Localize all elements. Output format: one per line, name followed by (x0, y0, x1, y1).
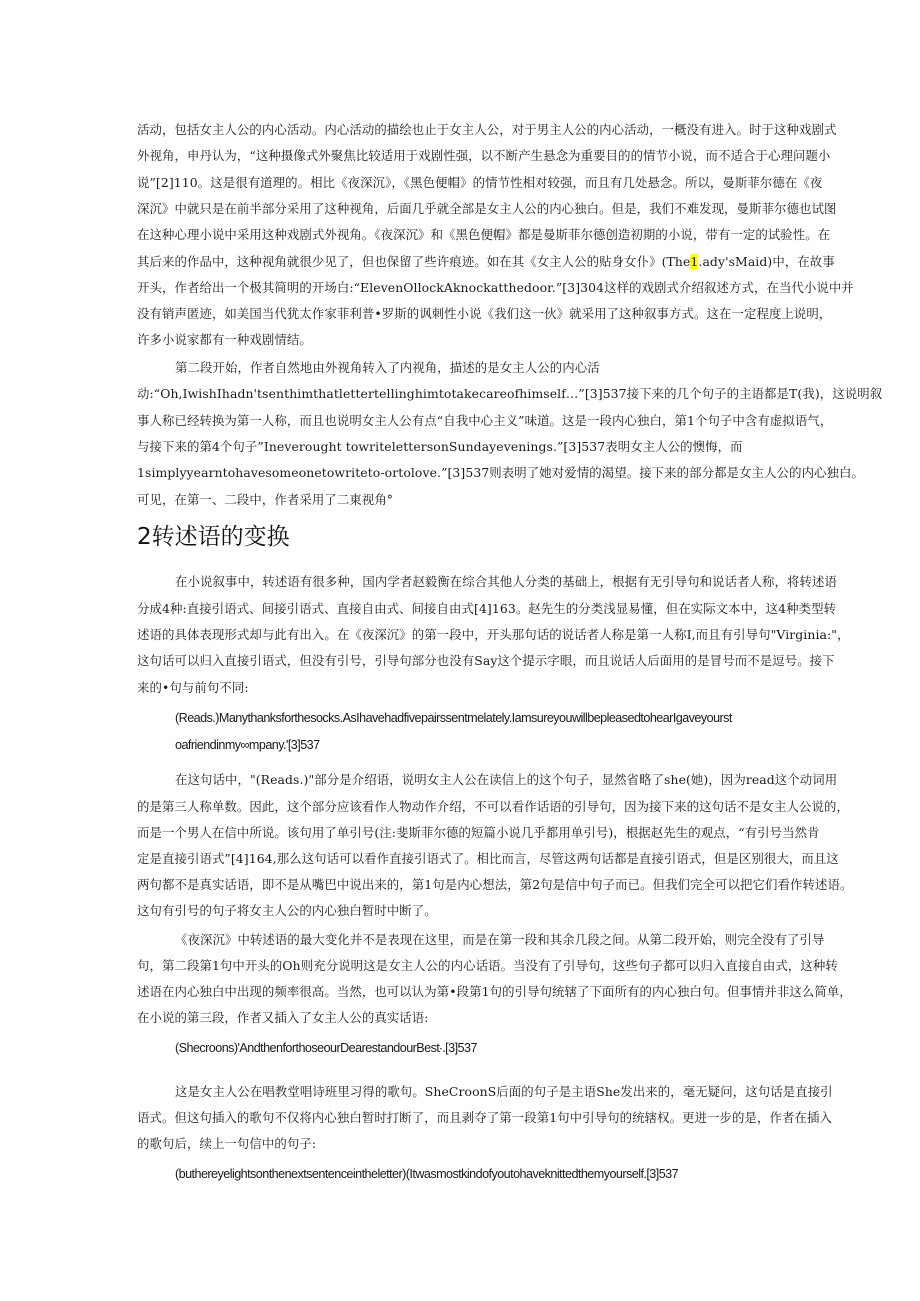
paragraph-3-line-4: 这句话可以归入直接引语式，但没有引号，引导句部分也没有Say这个提示字眼，而且说话人后面用的是冒号而不是逗号。接下 (137, 653, 835, 668)
paragraph-6-line-2: 语式。但这句插入的歌句不仅将内心独白暂时打断了，而且剥夺了第一段第1句中引导句的统辖权。更进一步的是，作者在插入 (137, 1110, 832, 1125)
paragraph-1-line-6-head: 其后来的作品中，这种视角就很少见了，但也保留了些许痕迹。如在其《女主人公的贴身女仆》(The (137, 254, 691, 269)
paragraph-3-line-2: 分成4种:直接引语式、间接引语式、直接自由式、间接自由式[4]163。赵先生的分类浅显易懂，但在实际文本中，这4种类型转 (137, 601, 837, 616)
paragraph-1-line-5: 在这种心理小说中采用这种戏剧式外视角。《夜深沉》和《黑色便帽》都是曼斯菲尔德创造初期的小说，带有一定的试验性。在 (137, 227, 831, 242)
paragraph-5-line-2: 句，第二段第1句中开头的Oh则充分说明这是女主人公的内心话语。当没有了引导句，这些句子都可以归入直接自由式，这种转 (137, 958, 838, 973)
paragraph-6-line-3: 的歌句后，续上一句信中的句子: (137, 1136, 317, 1151)
paragraph-3-line-1: 在小说叙事中，转述语有很多种，国内学者赵毅衡在综合其他人分类的基础上，根据有无引导句和说话者人称，将转述语 (175, 574, 838, 589)
paragraph-1-line-6-tail: .ady'sMaid)中，在故事 (698, 254, 835, 269)
quote-3: (buthereyelightsonthenextsentenceintheletter)(Itwasmostkindofyoutohaveknittedthemyourself.[3]537 (175, 1167, 679, 1181)
paragraph-5-line-1: 《夜深沉》中转述语的最大变化并不是表现在这里，而是在第一段和其余几段之间。从第二段开始，则完全没有了引导 (175, 932, 825, 947)
paragraph-4-line-6: 这句有引号的句子将女主人公的内心独白暂时中断了。 (137, 903, 437, 918)
paragraph-1-line-8: 没有销声匿迹，如美国当代犹太作家菲利普•罗斯的讽刺性小说《我们这一伙》就采用了这种叙事方式。这在一定程度上说明， (137, 306, 832, 321)
quote-1-line-1: (Reads.)Manythanksforthesocks.AsIhavehadfivepairssentmelately.IamsureyouwillbepleasedtohearIgaveyourst (175, 711, 732, 725)
paragraph-4-line-5: 两句都不是真实话语，即不是从嘴巴中说出来的，第1句是内心想法，第2句是信中句子而已。但我们完全可以把它们看作转述语。 (137, 877, 853, 892)
paragraph-2-line-4: 与接下来的第4个句子”Ineverought towritelettersonSundayevenings.”[3]537表明女主人公的懊悔，而 (137, 439, 743, 454)
paragraph-2-line-1: 第二段开始，作者自然地由外视角转入了内视角，描述的是女主人公的内心活 (175, 360, 600, 375)
paragraph-5-line-4: 在小说的第三段，作者又插入了女主人公的真实话语: (137, 1010, 429, 1025)
paragraph-1-line-3: 说”[2]110。这是很有道理的。相比《夜深沉》，《黑色便帽》的情节性相对较强，而且有几处悬念。所以，曼斯菲尔德在《夜 (137, 175, 823, 190)
quote-1-line-2: oafriendinmy∞mpany.'[3]537 (175, 738, 320, 752)
paragraph-1-line-7: 开头，作者给出一个极其简明的开场白:“ElevenOllockAknockatthedoor.”[3]304这样的戏剧式介绍叙述方式，在当代小说中并 (137, 280, 854, 295)
paragraph-1-line-1: 活动，包括女主人公的内心活动。内心活动的描绘也止于女主人公，对于男主人公的内心活动，一概没有进入。时于这种戏剧式 (137, 122, 837, 137)
paragraph-6-line-1: 这是女主人公在唱教堂唱诗班里习得的歌句。SheCroonS后面的句子是主语She发出来的，毫无疑问，这句话是直接引 (175, 1084, 833, 1099)
paragraph-2-line-3: 事人称已经转换为第一人称，而且也说明女主人公有点“自我中心主义”味道。这是一段内心独白，第1个句子中含有虚拟语气， (137, 413, 833, 428)
paragraph-4-line-1: 在这句话中，"(Reads.)"部分是介绍语，说明女主人公在读信上的这个句子，显然省略了she(她)，因为read这个动词用 (175, 772, 838, 787)
paragraph-2-line-5: 1simplyyearntohavesomeonetowriteto-ortolove.”[3]537则表明了她对爱情的渴望。接下来的部分都是女主人公的内心独白。 (137, 465, 865, 480)
paragraph-4-line-4: 定是直接引语式”[4]164,那么这句话可以看作直接引语式了。相比而言，尽管这两句话都是直接引语式，但是区别很大，而且这 (137, 851, 839, 866)
paragraph-4-line-3: 而是一个男人在信中所说。该句用了单引号(注:斐斯菲尔德的短篇小说几乎都用单引号)，根据赵先生的观点，“有引号当然肯 (137, 825, 820, 840)
paragraph-1-line-6 (137, 254, 835, 270)
section-heading: 2转述语的变换 (137, 524, 290, 550)
paragraph-1-line-4: 深沉》中就只是在前半部分采用了这种视角，后面几乎就全部是女主人公的内心独白。但是，我们不难发现，曼斯菲尔德也试图 (137, 201, 837, 216)
paragraph-3-line-3: 述语的具体表现形式却与此有出入。在《夜深沉》的第一段中，开头那句话的说话者人称是第一人称I,而且有引导句"Virginia:"， (137, 627, 850, 642)
paragraph-4-line-2: 的是第三人称单数。因此，这个部分应该看作人物动作介绍，不可以看作话语的引导句，因为接下来的这句话不是女主人公说的， (137, 799, 849, 814)
quote-2: (Shecroons)'AndthenforthoseourDearestandourBest∙.[3]537 (175, 1041, 477, 1055)
paragraph-2-line-6: 可见，在第一、二段中，作者采用了二東视角° (137, 492, 394, 507)
paragraph-1-line-9: 许多小说家都有一种戏剧情结。 (137, 332, 312, 347)
paragraph-2-line-2: 动:“Oh,IwishIhadn'tsenthimthatlettertellinghimtotakecareofhimself…”[3]537接下来的几个句子的主语都是T(我)，这说明叙 (137, 386, 883, 401)
highlighted-character: 1 (690, 254, 699, 269)
paragraph-3-line-5: 来的•句与前句不同: (137, 680, 249, 695)
paragraph-5-line-3: 述语在内心独白中出现的频率很高。当然，也可以认为第•段第1句的引导句统辖了下面所有的内心独白句。但事情并非这么简单， (137, 984, 852, 999)
paragraph-1-line-2: 外视角，申丹认为，“这种摄像式外聚焦比较适用于戏剧性强，以不断产生悬念为重要目的的情节小说，而不适合于心理问题小 (137, 148, 831, 163)
